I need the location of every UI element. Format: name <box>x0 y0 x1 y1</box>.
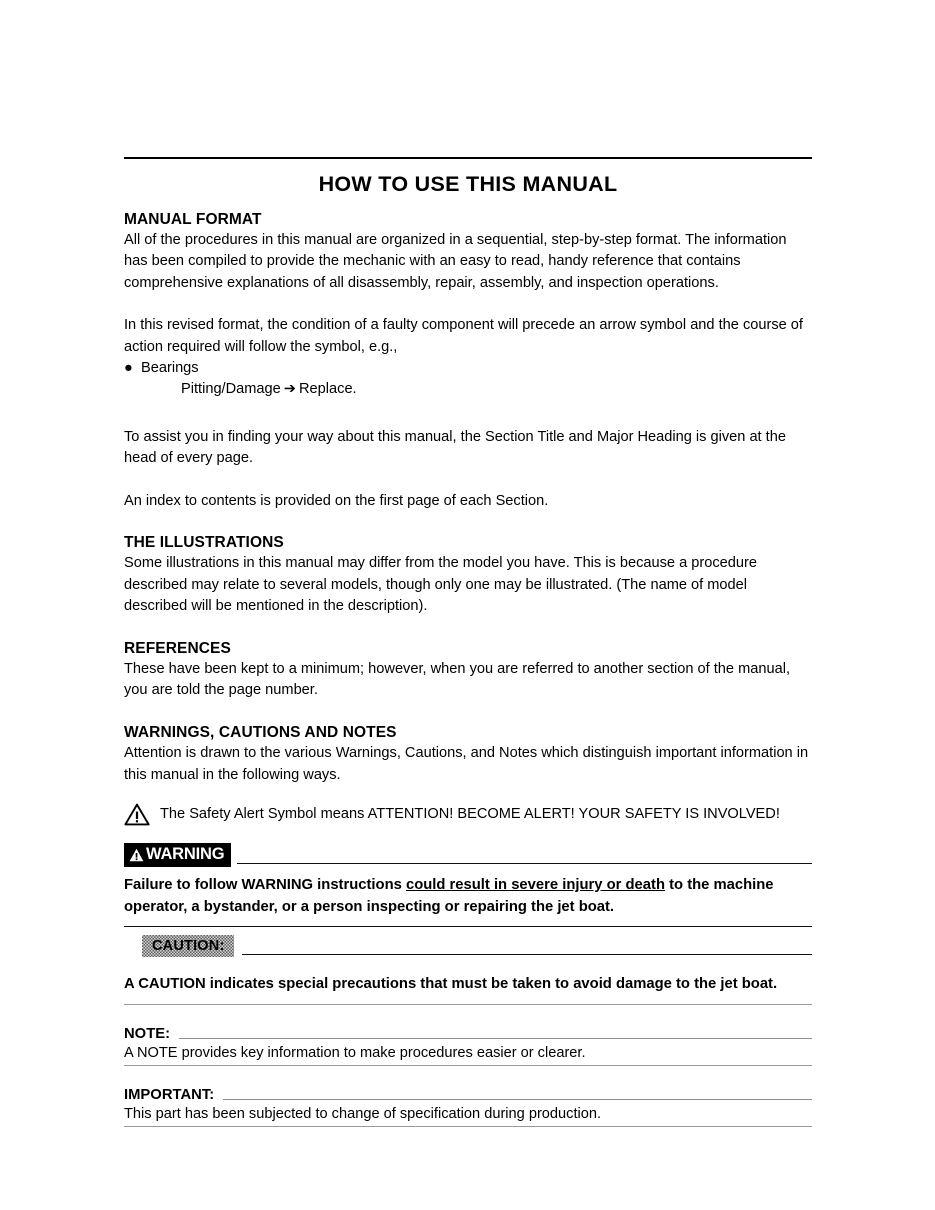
illustrations-paragraph: Some illustrations in this manual may differ from the model you have. This is because a procedure described may relate to several models, though only one may be illustrated. (The name of model described will be mentioned in the description). <box>124 555 757 615</box>
header-rule <box>124 157 812 159</box>
spacer <box>124 918 812 926</box>
references-paragraph: These have been kept to a minimum; however, when you are referred to another section of the manual, you are told the page number. <box>124 661 791 699</box>
manual-format-paragraph-2: In this revised format, the condition of a faulty component will precede an arrow symbol and the course of action required will follow the symbol, e.g., <box>124 317 803 355</box>
warnings-cautions-notes-paragraph: Attention is drawn to the various Warnings, Cautions, and Notes which distinguish important information in this manual in the following ways. <box>124 745 809 783</box>
safety-alert-text: The Safety Alert Symbol means ATTENTION! BECOME ALERT! YOUR SAFETY IS INVOLVED! <box>160 805 780 822</box>
spacer <box>124 1066 812 1087</box>
section-heading-illustrations: THE ILLUSTRATIONS <box>124 534 284 552</box>
note-label: NOTE: <box>124 1025 171 1042</box>
spacer <box>124 401 812 427</box>
spacer <box>124 996 812 1004</box>
note-header-rule <box>179 1038 812 1039</box>
spacer <box>124 927 812 935</box>
important-bottom-rule <box>124 1126 812 1127</box>
warning-text-underlined: could result in severe injury or death <box>405 877 665 894</box>
warning-header-row <box>124 843 812 867</box>
note-header-row <box>124 1026 812 1044</box>
action-label: Replace. <box>299 381 357 398</box>
warning-text-part-1: Failure to follow WARNING instructions <box>124 877 406 894</box>
warning-body-text <box>124 875 812 918</box>
caution-header-rule <box>242 954 812 955</box>
caution-badge-label: CAUTION: <box>152 937 225 954</box>
warning-text-part-2: to the machine operator, a bystander, or a person inspecting or repairing the jet boat. <box>124 877 774 915</box>
spacer <box>124 294 812 315</box>
important-header-rule <box>223 1099 812 1100</box>
spacer <box>124 786 812 803</box>
warning-header-rule-wrap <box>231 843 812 867</box>
spacer <box>124 512 812 533</box>
section-heading-references: REFERENCES <box>124 639 231 657</box>
caution-badge <box>142 935 234 957</box>
important-body-text: This part has been subjected to change of specification during production. <box>124 1106 602 1123</box>
section-heading-manual-format: MANUAL FORMAT <box>124 210 262 228</box>
section-heading-warnings-cautions-notes: WARNINGS, CAUTIONS AND NOTES <box>124 723 397 741</box>
page-title: HOW TO USE THIS MANUAL <box>318 172 618 196</box>
page-content <box>124 157 812 1127</box>
safety-alert-row <box>124 803 812 826</box>
caution-body-text: A CAUTION indicates special precautions that must be taken to avoid damage to the jet boat. <box>124 976 778 993</box>
warning-badge <box>124 843 231 867</box>
warning-triangle-icon <box>129 848 144 862</box>
spacer <box>124 826 812 843</box>
note-body-text: A NOTE provides key information to make procedures easier or clearer. <box>124 1045 586 1062</box>
caution-header-row <box>124 935 812 957</box>
spacer <box>124 867 812 875</box>
spacer <box>124 470 812 491</box>
important-header-row <box>124 1087 812 1105</box>
arrow-right-icon: ➔ <box>283 381 297 398</box>
caution-header-rule-wrap <box>234 935 812 957</box>
bullet-list-item <box>124 358 812 379</box>
warning-header-rule <box>237 863 812 864</box>
spacer <box>124 618 812 639</box>
bullet-sub-item <box>124 379 812 400</box>
spacer <box>124 1005 812 1026</box>
manual-format-paragraph-1: All of the procedures in this manual are organized in a sequential, step-by-step format. The information has been compiled to provide the mechanic with an easy to read, handy reference that contains comprehensive explanations of all disassembly, repair, assembly, and inspection operations. <box>124 232 787 291</box>
warning-badge-label: WARNING <box>146 845 225 864</box>
manual-format-paragraph-4: An index to contents is provided on the first page of each Section. <box>124 492 549 509</box>
bullet-item-label: Bearings <box>141 360 199 377</box>
spacer <box>124 702 812 723</box>
condition-label: Pitting/Damage <box>181 381 281 398</box>
spacer <box>124 957 812 974</box>
manual-format-paragraph-3: To assist you in finding your way about this manual, the Section Title and Major Heading is given at the head of every page. <box>124 428 786 467</box>
important-label: IMPORTANT: <box>124 1086 215 1103</box>
bullet-dot-icon: ● <box>124 360 133 377</box>
safety-alert-triangle-icon <box>124 803 150 826</box>
